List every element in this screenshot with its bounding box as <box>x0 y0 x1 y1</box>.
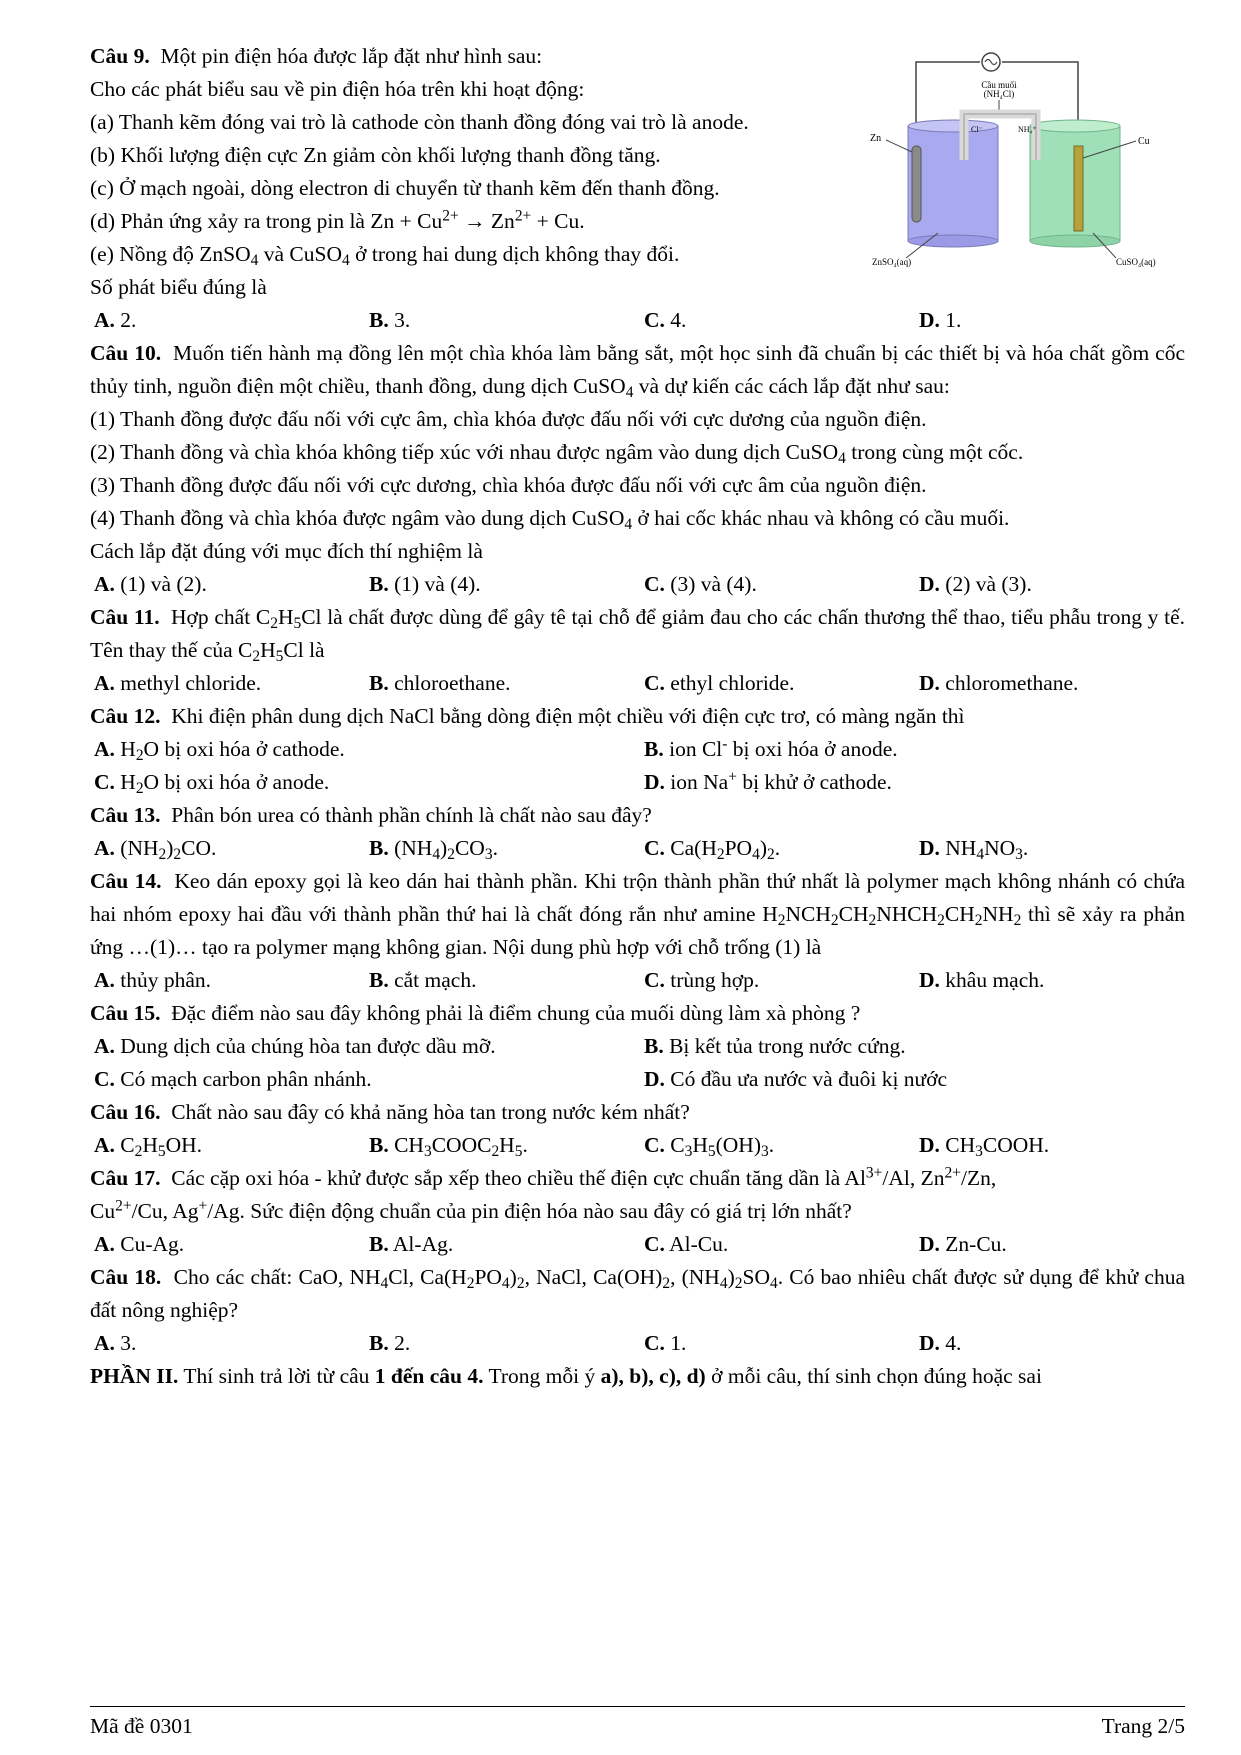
q13-option-b[interactable]: B. $(NH_4)_2CO_3$. <box>369 836 498 863</box>
q10-options <box>90 568 1190 601</box>
q12-option-d[interactable]: D. ion Na+ bị khử ở cathode. <box>644 768 892 794</box>
q9-statement-c: (c) Ở mạch ngoài, dòng electron di chuyển từ thanh kẽm đến thanh đồng. <box>90 176 720 200</box>
q18-option-c[interactable]: C. 1. <box>644 1331 687 1355</box>
q10-setup-2: (2) Thanh đồng và chìa khóa không tiếp xúc với nhau được ngâm vào dung dịch CuSO$_4$ trong cùng một cốc. <box>90 440 1024 467</box>
q9-ask: Số phát biểu đúng là <box>90 275 267 299</box>
q17-option-a[interactable]: A. Cu-Ag. <box>94 1232 185 1256</box>
q15-option-a[interactable]: A. Dung dịch của chúng hòa tan được dầu mỡ. <box>94 1034 496 1058</box>
q16-stem: Câu 16. Chất nào sau đây có khả năng hòa tan trong nước kém nhất? <box>90 1100 690 1124</box>
q15-option-b[interactable]: B. Bị kết tủa trong nước cứng. <box>644 1034 906 1058</box>
q12-stem: Câu 12. Khi điện phân dung dịch NaCl bằng dòng điện một chiều với điện cực trơ, có màng ngăn thì <box>90 704 965 728</box>
q10-option-a[interactable]: A. (1) và (2). <box>94 572 207 596</box>
q14-option-b[interactable]: B. cắt mạch. <box>369 968 477 992</box>
q9-option-c[interactable]: C. 4. <box>644 308 687 332</box>
q9-statement-a: (a) Thanh kẽm đóng vai trò là cathode còn thanh đồng đóng vai trò là anode. <box>90 110 749 134</box>
q9-option-a[interactable]: A. 2. <box>94 308 137 332</box>
q10-ask: Cách lắp đặt đúng với mục đích thí nghiệm là <box>90 539 483 563</box>
q15-options-row2 <box>90 1063 1190 1096</box>
zn-label: Zn <box>870 133 882 144</box>
salt-bridge-formula: (NH₄Cl) <box>983 89 1015 99</box>
q10-setup-1: (1) Thanh đồng được đấu nối với cực âm, chìa khóa được đấu nối với cực dương của nguồn điện. <box>90 407 927 431</box>
q10-setup-3: (3) Thanh đồng được đấu nối với cực dương, chìa khóa được đấu nối với cực âm của nguồn điện. <box>90 473 927 497</box>
q17-stem-line1: Câu 17. Các cặp oxi hóa - khử được sắp xếp theo chiều thế điện cực chuẩn tăng dần là $Al^{3+}/Al$, $Zn^{2+}/Zn$, <box>90 1164 997 1190</box>
page-number: Trang 2/5 <box>1101 1714 1185 1738</box>
part2-instructions: PHẦN II. Thí sinh trả lời từ câu 1 đến câu 4. Trong mỗi ý a), b), c), d) ở mỗi câu, thí sinh chọn đúng hoặc sai <box>90 1364 1042 1388</box>
q11-option-b[interactable]: B. chloroethane. <box>369 671 511 695</box>
znso4-label: ZnSO₄(aq) <box>872 257 912 267</box>
q15-option-d[interactable]: D. Có đầu ưa nước và đuôi kị nước <box>644 1067 948 1091</box>
q9-option-b[interactable]: B. 3. <box>369 308 411 332</box>
q9-stem: Câu 9. Một pin điện hóa được lắp đặt như hình sau: <box>90 44 543 68</box>
q10-setup-4: (4) Thanh đồng và chìa khóa được ngâm vào dung dịch CuSO$_4$ ở hai cốc khác nhau và không có cầu muối. <box>90 506 1010 533</box>
q15-stem: Câu 15. Đặc điểm nào sau đây không phải là điểm chung của muối dùng làm xà phòng ? <box>90 1001 861 1025</box>
q13-option-d[interactable]: D. $NH_4NO_3$. <box>919 836 1029 863</box>
q9-option-d[interactable]: D. 1. <box>919 308 962 332</box>
exam-code: Mã đề 0301 <box>90 1714 193 1738</box>
q12-option-a[interactable]: A. $H_2O$ bị oxi hóa ở cathode. <box>94 737 345 764</box>
q15-option-c[interactable]: C. Có mạch carbon phân nhánh. <box>94 1067 372 1091</box>
q11-stem: Câu 11. Hợp chất $C_2H_5Cl$ là chất được dùng để gây tê tại chỗ để giảm đau cho các chấn thương thể thao, tiểu phẫu trong y tế. Tên thay thế của $C_2H_5Cl$ là <box>90 605 1185 665</box>
q16-options <box>90 1129 1190 1162</box>
q13-options <box>90 832 1190 865</box>
q10-stem: Câu 10. Muốn tiến hành mạ đồng lên một chìa khóa làm bằng sắt, một học sinh đã chuẩn bị các thiết bị và hóa chất gồm cốc thủy tinh, nguồn điện một chiều, thanh đồng, dung dịch CuSO$_4$ và dự kiến các cách lắp đặt như sau: <box>90 341 1186 401</box>
q9-number: Câu 9. <box>90 44 150 68</box>
nh4-ion-label: NH₄⁺ <box>1018 125 1037 134</box>
q12-option-b[interactable]: B. ion Cl- bị oxi hóa ở anode. <box>644 735 898 761</box>
q13-option-c[interactable]: C. $Ca(H_2PO_4)_2$. <box>644 836 781 863</box>
q10-option-c[interactable]: C. (3) và (4). <box>644 572 757 596</box>
salt-bridge-label: Cầu muối <box>981 80 1017 90</box>
q9-statement-b: (b) Khối lượng điện cực Zn giảm còn khối lượng thanh đồng tăng. <box>90 143 661 167</box>
q9-options <box>90 304 1190 337</box>
q16-option-b[interactable]: B. $CH_3COOC_2H_5$. <box>369 1133 528 1160</box>
q18-option-a[interactable]: A. 3. <box>94 1331 137 1355</box>
q12-options-row2 <box>90 766 1190 799</box>
q18-stem: Câu 18. Cho các chất: CaO, $NH_4Cl$, $Ca(H_2PO_4)_2$, NaCl, $Ca(OH)_2$, $(NH_4)_2SO_4$. Có bao nhiêu chất được sử dụng để khử chua đất nông nghiệp? <box>90 1265 1186 1322</box>
q17-option-d[interactable]: D. Zn-Cu. <box>919 1232 1007 1256</box>
exam-page <box>90 40 1185 1393</box>
q17-stem-line2: $Cu^{2+}/Cu$, Ag+/Ag. Sức điện động chuẩn của pin điện hóa nào sau đây có giá trị lớn nhất? <box>90 1197 852 1223</box>
footer-divider <box>90 1706 1185 1707</box>
q12-options-row1 <box>90 733 1190 766</box>
cu-label: Cu <box>1138 136 1150 147</box>
q13-option-a[interactable]: A. $(NH_2)_2CO$. <box>94 836 217 863</box>
q14-option-d[interactable]: D. khâu mạch. <box>919 968 1045 992</box>
q15-options-row1 <box>90 1030 1190 1063</box>
q10-option-d[interactable]: D. (2) và (3). <box>919 572 1032 596</box>
q17-option-c[interactable]: C. Al-Cu. <box>644 1232 729 1256</box>
q14-stem: Câu 14. Keo dán epoxy gọi là keo dán hai thành phần. Khi trộn thành phần thứ nhất là polymer mạch không nhánh có chứa hai nhóm epoxy hai đầu với thành phần thứ hai là chất đóng rắn như amine $H_2NCH_2CH_2NHCH_2CH_2NH_2$ thì sẽ xảy ra phản ứng …(1)… tạo ra polymer mạng không gian. Nội dung phù hợp với chỗ trống (1) là <box>90 869 1186 959</box>
q9-intro: Cho các phát biểu sau về pin điện hóa trên khi hoạt động: <box>90 77 585 101</box>
q11-option-a[interactable]: A. methyl chloride. <box>94 671 262 695</box>
q14-option-c[interactable]: C. trùng hợp. <box>644 968 760 992</box>
q14-options <box>90 964 1190 997</box>
q9-statement-e: (e) Nồng độ ZnSO$_4$ và CuSO$_4$ ở trong hai dung dịch không thay đổi. <box>90 242 680 269</box>
q12-option-c[interactable]: C. $H_2O$ bị oxi hóa ở anode. <box>94 770 330 797</box>
q17-options <box>90 1228 1190 1261</box>
q17-option-b[interactable]: B. Al-Ag. <box>369 1232 454 1256</box>
q11-option-d[interactable]: D. chloromethane. <box>919 671 1079 695</box>
q11-options <box>90 667 1190 700</box>
q16-option-a[interactable]: A. $C_2H_5OH$. <box>94 1133 203 1160</box>
q18-option-d[interactable]: D. 4. <box>919 1331 962 1355</box>
q18-options <box>90 1327 1190 1360</box>
q14-option-a[interactable]: A. thủy phân. <box>94 968 212 992</box>
cuso4-label: CuSO₄(aq) <box>1116 257 1156 267</box>
q11-option-c[interactable]: C. ethyl chloride. <box>644 671 795 695</box>
q18-option-b[interactable]: B. 2. <box>369 1331 411 1355</box>
q16-option-d[interactable]: D. $CH_3COOH$. <box>919 1133 1050 1160</box>
q9-statement-d: (d) Phản ứng xảy ra trong pin là $Zn + Cu^{2+} \to Zn^{2+} + Cu$. <box>90 207 585 233</box>
q16-option-c[interactable]: C. $C_3H_5(OH)_3$. <box>644 1133 775 1160</box>
q10-option-b[interactable]: B. (1) và (4). <box>369 572 481 596</box>
cl-ion-label: Cl⁻ <box>971 125 983 134</box>
q13-stem: Câu 13. Phân bón urea có thành phần chính là chất nào sau đây? <box>90 803 652 827</box>
